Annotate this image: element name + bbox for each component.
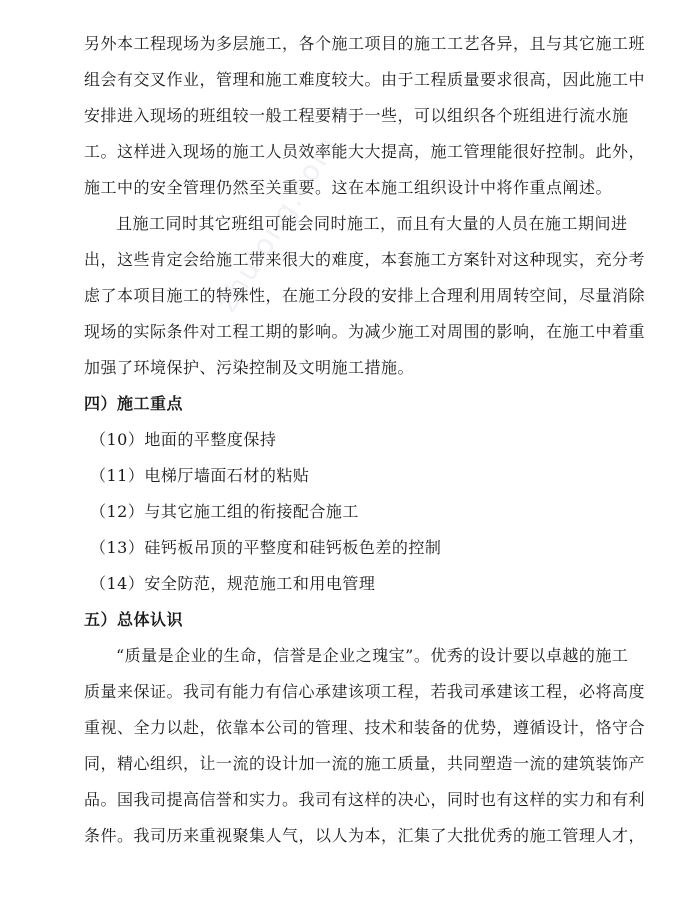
list-item: （13）硅钙板吊顶的平整度和硅钙板色差的控制 <box>90 538 442 557</box>
list-item: （10）地面的平整度保持 <box>90 430 277 449</box>
text-line: 品。国我司提高信誉和实力。我司有这样的决心，同时也有这样的实力和有利 <box>84 790 646 809</box>
text-line: 质量来保证。我司有能力有信心承建该项工程，若我司承建该工程，必将高度 <box>84 682 646 701</box>
text-line: 出，这些肯定会给施工带来很大的难度，本套施工方案针对这种现实，充分考 <box>84 250 646 269</box>
text-line: 重视、全力以赴，依靠本公司的管理、技术和装备的优势，遵循设计，恪守合 <box>84 718 646 737</box>
text-line: 安排进入现场的班组较一般工程要精于一些，可以组织各个班组进行流水施 <box>84 106 629 125</box>
document-body <box>84 26 646 854</box>
key-points-list <box>84 422 632 602</box>
text-line: 另外本工程现场为多层施工，各个施工项目的施工工艺各异，且与其它施工班 <box>84 34 646 53</box>
paragraph-site-conditions <box>84 26 646 206</box>
text-line: 虑了本项目施工的特殊性，在施工分段的安排上合理利用周转空间，尽量消除 <box>84 286 646 305</box>
paragraph-overall-understanding <box>84 638 646 854</box>
list-item: （14）安全防范，规范施工和用电管理 <box>90 574 376 593</box>
text-line: 组会有交叉作业，管理和施工难度较大。由于工程质量要求很高，因此施工中 <box>84 70 646 89</box>
paragraph-construction-plan <box>84 206 646 386</box>
text-line: 条件。我司历来重视聚集人气，以人为本，汇集了大批优秀的施工管理人才， <box>84 826 646 845</box>
text-line: 现场的实际条件对工程工期的影响。为减少施工对周围的影响，在施工中着重 <box>84 322 646 341</box>
text-line: 加强了环境保护、污染控制及文明施工措施。 <box>84 358 415 377</box>
watermark: zhulong.com <box>210 129 345 318</box>
list-item: （12）与其它施工组的衔接配合施工 <box>90 502 359 521</box>
text-line: “质量是企业的生命，信誉是企业之瑰宝”。优秀的设计要以卓越的施工 <box>116 646 629 665</box>
list-item: （11）电梯厅墙面石材的粘贴 <box>90 466 310 485</box>
text-line: 施工中的安全管理仍然至关重要。这在本施工组织设计中将作重点阐述。 <box>84 178 613 197</box>
text-line: 且施工同时其它班组可能会同时施工，而且有大量的人员在施工期间进 <box>116 214 628 233</box>
section-heading-key-points: 四）施工重点 <box>84 394 184 413</box>
text-line: 工。这样进入现场的施工人员效率能大大提高，施工管理能很好控制。此外， <box>84 142 646 161</box>
text-line: 同，精心组织，让一流的设计加一流的施工质量，共同塑造一流的建筑装饰产 <box>84 754 646 773</box>
section-heading-overall: 五）总体认识 <box>84 610 184 629</box>
